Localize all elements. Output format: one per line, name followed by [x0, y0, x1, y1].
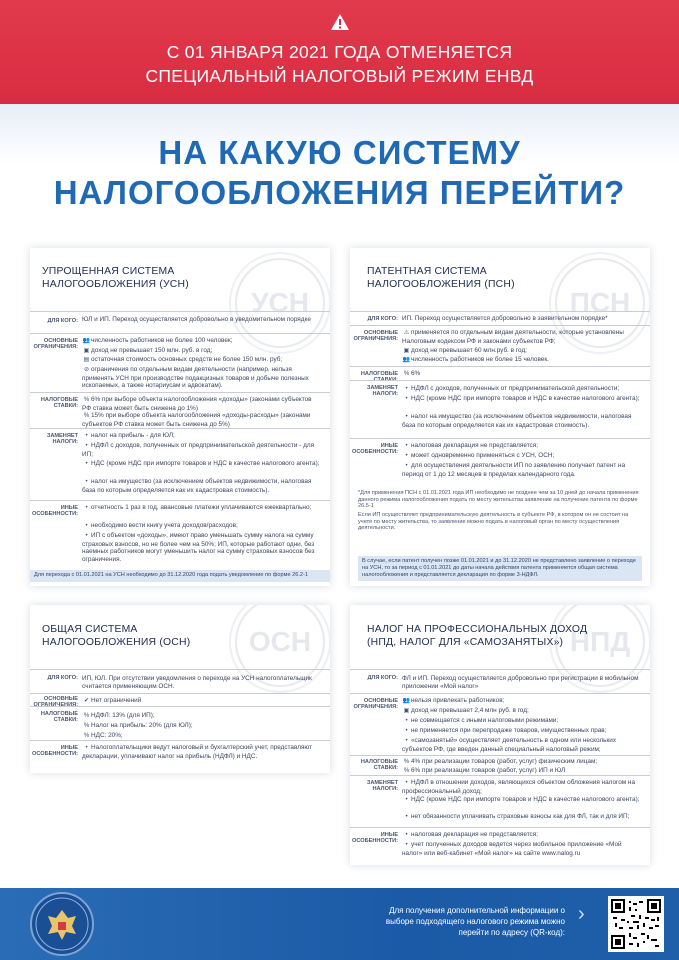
label: ЗАМЕНЯЕТ НАЛОГИ: [366, 780, 398, 793]
list-item: • необходимо вести книгу учета доходов/расходов; [85, 522, 238, 529]
people-icon: 👥 [82, 338, 91, 344]
card-title [42, 265, 189, 291]
list-item: • учет полученных доходов ведется через мобильное приложение «Мой налог» или веб-кабинет «Мой налог» на сайте www.nalog.ru [402, 841, 622, 857]
label: ОСНОВНЫЕ ОГРАНИЧЕНИЯ: [353, 698, 398, 711]
list-item: ▣ доход не превышает 60 млн.руб. в год; [403, 347, 527, 354]
row-limits [30, 693, 330, 709]
banner-line-1: С 01 ЯНВАРЯ 2021 ГОДА ОТМЕНЯЕТСЯ [166, 42, 513, 62]
row-replaces [30, 428, 330, 500]
watermark-usn: УСН [235, 258, 325, 348]
page-title-line-2: НАЛОГООБЛОЖЕНИЯ ПЕРЕЙТИ? [53, 174, 626, 211]
list-item: • нет обязанности уплачивать страховые взносы как для ФЛ, так и для ИП; [405, 813, 630, 820]
label: ОСНОВНЫЕ ОГРАНИЧЕНИЯ: [33, 696, 78, 709]
watermark-psn: ПСН [555, 258, 645, 348]
card-psn [350, 248, 650, 586]
label: ЗАМЕНЯЕТ НАЛОГИ: [46, 433, 78, 446]
chevron-right-icon: › [578, 903, 585, 925]
check-icon: ✔ [83, 698, 90, 704]
list-item: • налог на имущество (за исключением объектов недвижимости, налоговая база по которым определяется как их кадастровая стоимость). [82, 478, 312, 494]
list-item: ▣ доход не превышает 150 млн. руб. в год; [83, 347, 213, 354]
list-item: ⊘ ограничения по отдельным видам деятельности (например, нельзя применять УСН при производстве подакцизных товаров и добыче полезных ископаемых, а также нотариусам и адвокатам). [82, 366, 309, 390]
list-item: • не совмещается с иными налоговыми режимами; [405, 717, 559, 724]
percent-icon: % [403, 759, 410, 765]
wallet-icon: ▣ [83, 348, 90, 354]
list-item: 👥нельзя привлекать работников; [402, 697, 505, 704]
percent-icon: % [83, 723, 90, 729]
psn-footer-note: В случае, если патент получен позже 01.01.2021 и до 31.12.2020 не представлено заявление о переходе на УСН, то за период с 01.01.2021 до даты начала действия патента применяется общая система налогообложения и представляется декларация по форме 3-НДФЛ. [358, 556, 642, 581]
row-replaces [350, 775, 650, 827]
list-item: • налог на прибыль - для ЮЛ; [85, 432, 175, 439]
list-item: • Налогоплательщики ведут налоговый и бухгалтерский учет, представляют декларации, уплачивают налог на прибыль (НДФЛ) и НДС. [82, 744, 312, 760]
list-item: % НДФЛ: 13% (для ИП); [83, 712, 155, 719]
row-replaces [350, 380, 650, 438]
list-item: • не применяется при перепродаже товаров, имущественных прав; [405, 727, 607, 734]
label: ЗАМЕНЯЕТ НАЛОГИ: [366, 385, 398, 398]
list-item: ▣ доход не превышает 2,4 млн руб. в год; [403, 707, 529, 714]
card-title [367, 623, 587, 649]
card-title-line-1: УПРОЩЕННАЯ СИСТЕМА [42, 266, 175, 277]
card-title [42, 623, 190, 649]
card-title-line-2: НАЛОГООБЛОЖЕНИЯ (УСН) [42, 279, 189, 290]
percent-icon: % [83, 733, 90, 739]
list-item: • отчетность 1 раз в год, авансовые платежи уплачиваются ежеквартально; [85, 504, 312, 511]
list-item: • налог на имущество (за исключением объектов недвижимости, налоговая база по которым определяется как их кадастровая стоимость). [402, 413, 632, 429]
list-item: % 15% при выборе объекта налогообложения «доходы-расходы» (законами субъектов РФ ставка может быть снижена до 5%) [82, 412, 311, 428]
warning-triangle-icon [330, 13, 350, 31]
percent-icon: % [403, 371, 410, 377]
eagle-emblem-icon [32, 894, 92, 954]
list-item: • НДФЛ с доходов, полученных от предпринимательской деятельности - для ИП; [82, 442, 315, 458]
row-limits [350, 325, 650, 366]
building-icon: ▤ [83, 357, 90, 363]
card-title [367, 265, 515, 291]
list-item: % 6% [403, 370, 421, 377]
label: ИНЫЕ ОСОБЕННОСТИ: [352, 832, 398, 845]
people-icon: 👥 [402, 357, 411, 363]
watermark-osn: ОСН [235, 605, 325, 687]
psn-note-1: *Для применения ПСН с 01.01.2021 года ИП необходимо не позднее чем за 10 дней до начала применения данного режима налогообложения подать по месту жительства заявление на получение патента по форме 26.5-1 [358, 490, 639, 510]
row-other [350, 438, 650, 482]
row-who [350, 669, 650, 693]
row-rates [30, 392, 330, 428]
row-rates [350, 366, 650, 384]
list-item: • НДС (кроме НДС при импорте товаров и НДС в качестве налогового агента); [405, 395, 640, 402]
row-limits [350, 693, 650, 755]
list-item: • НДС (кроме НДС при импорте товаров и НДС в качестве налогового агента); [405, 796, 640, 803]
row-text: ЮЛ и ИП. Переход осуществляется добровольно в уведомительном порядке [82, 316, 311, 323]
usn-footer-note: Для перехода с 01.01.2021 на УСН необходимо до 31.12.2020 года подать уведомление по форме 26.2-1 [30, 570, 330, 582]
page-title-line-1: НА КАКУЮ СИСТЕМУ [158, 134, 521, 171]
list-item: • налоговая декларация не представляется; [405, 831, 538, 838]
label: ИНЫЕ ОСОБЕННОСТИ: [352, 443, 398, 456]
people-icon: 👥 [402, 698, 411, 704]
list-item: • НДФЛ в отношении доходов, являющихся объектом обложения налогом на профессиональный доход; [402, 779, 635, 795]
percent-icon: % [83, 713, 90, 719]
label: НАЛОГОВЫЕ СТАВКИ: [360, 759, 398, 772]
list-item: ✔ Нет ограничений [83, 697, 142, 704]
list-item: • «самозанятый» осуществляет деятельность в одном или нескольких субъектов РФ, где введен данный специальный налоговый режим; [402, 737, 617, 753]
page-title [0, 133, 679, 213]
wallet-icon: ▣ [403, 708, 410, 714]
top-banner [0, 0, 679, 104]
row-who [30, 669, 330, 693]
row-other [30, 500, 330, 568]
list-item: • НДС (кроме НДС при импорте товаров и НДС в качестве налогового агента); [85, 460, 320, 467]
list-item: % 4% при реализации товаров (работ, услуг) физическим лицам; [403, 758, 598, 765]
watermark-npd: НПД [555, 605, 645, 687]
percent-icon: % [83, 397, 90, 403]
label: ДЛЯ КОГО: [47, 675, 78, 681]
row-who [350, 311, 650, 325]
card-title-line-2: НАЛОГООБЛОЖЕНИЯ (ОСН) [42, 637, 191, 648]
row-text: ФЛ и ИП. Переход осуществляется добровольно при регистрации в мобильном приложении «Мой налог» [402, 675, 639, 690]
card-title-line-1: ПАТЕНТНАЯ СИСТЕМА [367, 266, 487, 277]
row-other [350, 827, 650, 863]
label: НАЛОГОВЫЕ СТАВКИ: [360, 371, 398, 384]
card-title-line-2: (НПД, НАЛОГ ДЛЯ «САМОЗАНЯТЫХ») [367, 637, 564, 648]
row-limits [30, 333, 330, 392]
card-usn [30, 248, 330, 586]
card-npd [350, 605, 650, 865]
list-item: • НДФЛ с доходов, полученных от предпринимательской деятельности; [405, 385, 620, 392]
row-text: ИП. Переход осуществляется добровольно в заявительном порядке* [402, 315, 608, 322]
list-item: % Налог на прибыль: 20% (для ЮЛ); [83, 722, 193, 729]
card-title-line-1: НАЛОГ НА ПРОФЕССИОНАЛЬНЫХ ДОХОД [367, 624, 588, 635]
percent-icon: % [403, 768, 410, 774]
row-rates [350, 755, 650, 775]
footer-info-text: Для получения дополнительной информации о выборе подходящего налогового режима можно перейти по адресу (QR-код): [385, 906, 565, 937]
banner-line-2: СПЕЦИАЛЬНЫЙ НАЛОГОВЫЙ РЕЖИМ ЕНВД [145, 66, 534, 86]
list-item: 👥численность работников не более 15 человек. [402, 356, 549, 363]
fns-logo [30, 892, 94, 956]
list-item: ⚠ применяется по отдельным видам деятельности, которые установлены Налоговым кодексом РФ и законами субъектов РФ; [402, 329, 624, 345]
label: ОСНОВНЫЕ ОГРАНИЧЕНИЯ: [353, 330, 398, 343]
row-who [30, 311, 330, 333]
label: НАЛОГОВЫЕ СТАВКИ: [40, 397, 78, 410]
list-item: ▤ остаточная стоимость основных средств не более 150 млн. руб; [83, 356, 283, 363]
qr-code[interactable] [608, 896, 664, 952]
row-other [30, 740, 330, 770]
list-item: % НДС: 20%; [83, 732, 123, 739]
list-item: • для осуществления деятельности ИП по заявлению получает патент на период от 1 до 12 месяцев в пределах календарного года. [402, 462, 626, 478]
list-item: % 6% при выборе объекта налогообложения «доходы» (законами субъектов РФ ставка может быть снижена до 1%) [82, 396, 312, 412]
ban-icon: ⊘ [83, 367, 90, 373]
qr-code-icon [611, 899, 661, 949]
label: ИНЫЕ ОСОБЕННОСТИ: [32, 505, 78, 518]
list-item: • может одновременно применяться с УСН, ОСН; [405, 452, 555, 459]
psn-note-2: Если ИП осуществляет предпринимательскую деятельность в субъекте РФ, в котором он не состоит на учете по месту жительства, то заявление можно подать в налоговый орган по месту осуществления деятельности. [358, 512, 629, 532]
label: ИНЫЕ ОСОБЕННОСТИ: [32, 745, 78, 758]
list-item: • ИП с объектом «доходы», имеют право уменьшать сумму налога на сумму страховых взносов, но не более чем на 50%; ИП, которые работают одни, без наемных работников могут уменьшить налог на сумму страховых взносов без ограничения. [82, 532, 315, 563]
wallet-icon: ▣ [403, 348, 410, 354]
row-rates [30, 706, 330, 740]
list-item: % 6% при реализации товаров (работ, услуг) ИП и ЮЛ [403, 767, 566, 774]
label: ДЛЯ КОГО: [367, 675, 398, 681]
label: ДЛЯ КОГО: [367, 316, 398, 322]
card-osn [30, 605, 330, 773]
card-title-line-1: ОБЩАЯ СИСТЕМА [42, 624, 138, 635]
label: ДЛЯ КОГО: [47, 318, 78, 324]
warning-icon: ⚠ [403, 330, 410, 336]
row-text: ИП, ЮЛ. При отсутствии уведомления о переходе на УСН налогоплательщик считается применяющим ОСН. [82, 675, 312, 690]
banner-text [0, 40, 679, 88]
percent-icon: % [83, 413, 90, 419]
list-item: • налоговая декларация не представляется; [405, 442, 538, 449]
label: НАЛОГОВЫЕ СТАВКИ: [40, 711, 78, 724]
list-item: 👥численность работников не более 100 человек; [82, 337, 233, 344]
label: ОСНОВНЫЕ ОГРАНИЧЕНИЯ: [33, 338, 78, 351]
card-title-line-2: НАЛОГООБЛОЖЕНИЯ (ПСН) [367, 279, 515, 290]
